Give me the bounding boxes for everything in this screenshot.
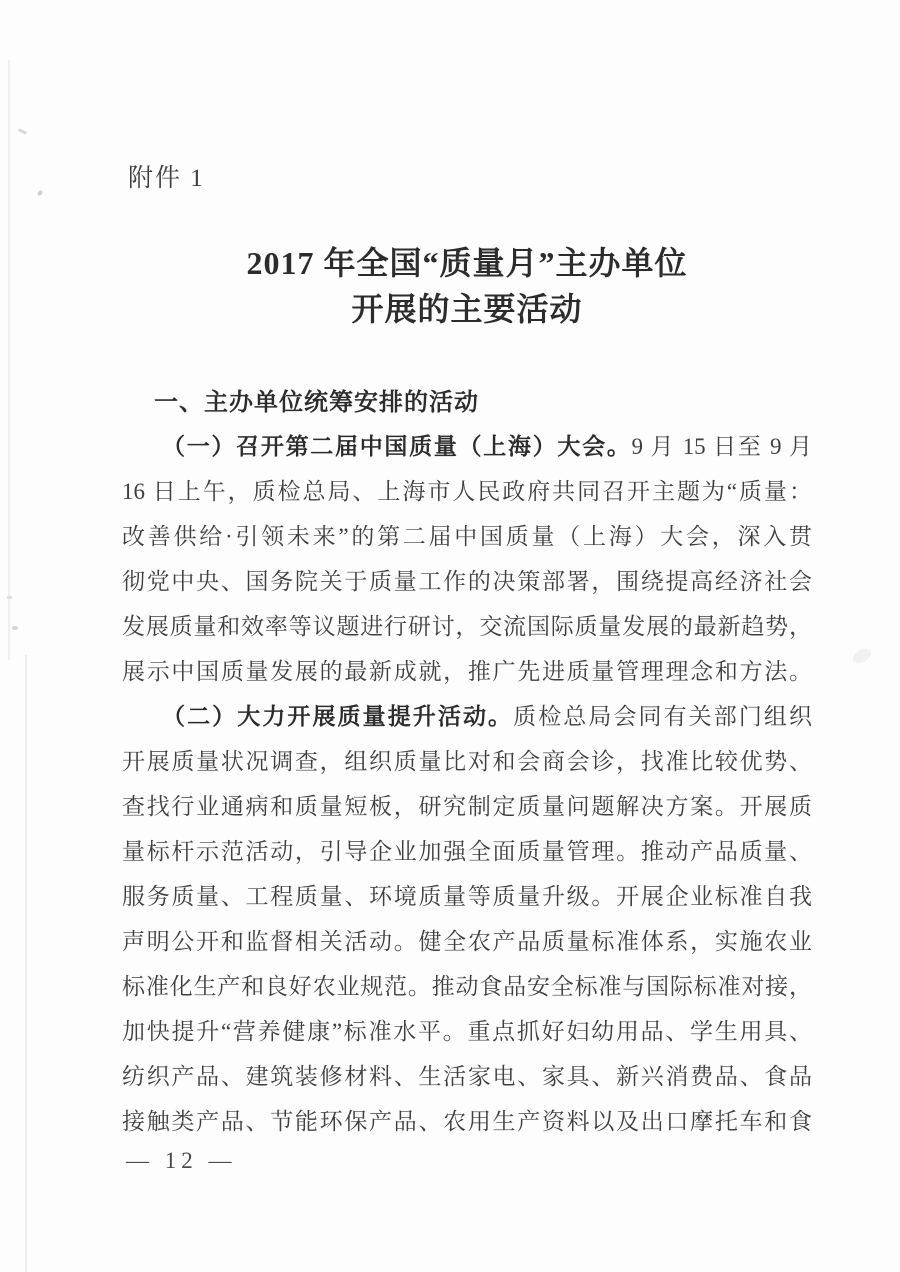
bold-text-segment: （一）召开第二届中国质量（上海）大会。 [162,434,632,459]
text-line [122,739,812,784]
text-segment: 改善供给·引领未来”的第二届中国质量（上海）大会，深入贯 [122,524,812,549]
document-title [122,240,812,332]
text-segment: 量标杆示范活动，引导企业加强全面质量管理。推动产品质量、 [122,839,812,864]
text-segment: 接触类产品、节能环保产品、农用生产资料以及出口摩托车和食 [122,1109,812,1134]
text-line [122,874,812,919]
text-line [122,1009,812,1054]
text-segment: 展示中国质量发展的最新成就，推广先进质量管理理念和方法。 [122,659,812,684]
page-number: — 12 — [126,1148,237,1173]
title-line-1: 2017 年全国“质量月”主办单位 [246,245,688,281]
section-heading: 一、主办单位统筹安排的活动 [154,390,479,416]
text-segment: 纺织产品、建筑装修材料、生活家电、家具、新兴消费品、食品 [122,1064,812,1089]
text-segment: 声明公开和监督相关活动。健全农产品质量标准体系，实施农业 [122,929,812,954]
bold-text-segment: （二）大力开展质量提升活动。 [162,704,514,729]
scan-speck [850,646,873,666]
text-line [122,1099,812,1144]
scan-speck [7,596,12,599]
text-segment: 服务质量、工程质量、环境质量等质量升级。开展企业标准自我 [122,884,812,909]
text-line [122,964,812,1009]
text-line [122,559,812,604]
text-segment: 加快提升“营养健康”标准水平。重点抓好妇幼用品、学生用具、 [122,1019,812,1044]
text-line [122,829,812,874]
title-line-2: 开展的主要活动 [351,291,583,327]
scan-edge-line [8,60,10,660]
text-segment: 彻党中央、国务院关于质量工作的决策部署，围绕提高经济社会 [122,569,812,594]
text-line [122,424,812,469]
text-line [122,649,812,694]
text-segment: 发展质量和效率等议题进行研讨，交流国际质量发展的最新趋势， [122,614,812,639]
text-segment: 质检总局会同有关部门组织 [513,704,813,729]
text-line [122,694,812,739]
body-text [122,424,812,1144]
text-segment: 标准化生产和良好农业规范。推动食品安全标准与国际标准对接， [122,974,812,999]
attachment-label: 附件 1 [128,165,205,192]
text-segment: 16 日上午，质检总局、上海市人民政府共同召开主题为“质量： [122,479,812,504]
scan-speck [12,626,18,630]
scan-speck [18,128,27,135]
text-line [122,514,812,559]
text-line [122,1054,812,1099]
text-line [122,604,812,649]
scan-edge-line [25,655,27,1272]
scan-speck [37,189,44,196]
text-segment: 查找行业通病和质量短板，研究制定质量问题解决方案。开展质 [122,794,812,819]
text-segment: 开展质量状况调查，组织质量比对和会商会诊，找准比较优势、 [122,749,812,774]
text-line [122,784,812,829]
text-line [122,469,812,514]
text-segment: 9 月 15 日至 9 月 [631,434,813,459]
text-line [122,919,812,964]
